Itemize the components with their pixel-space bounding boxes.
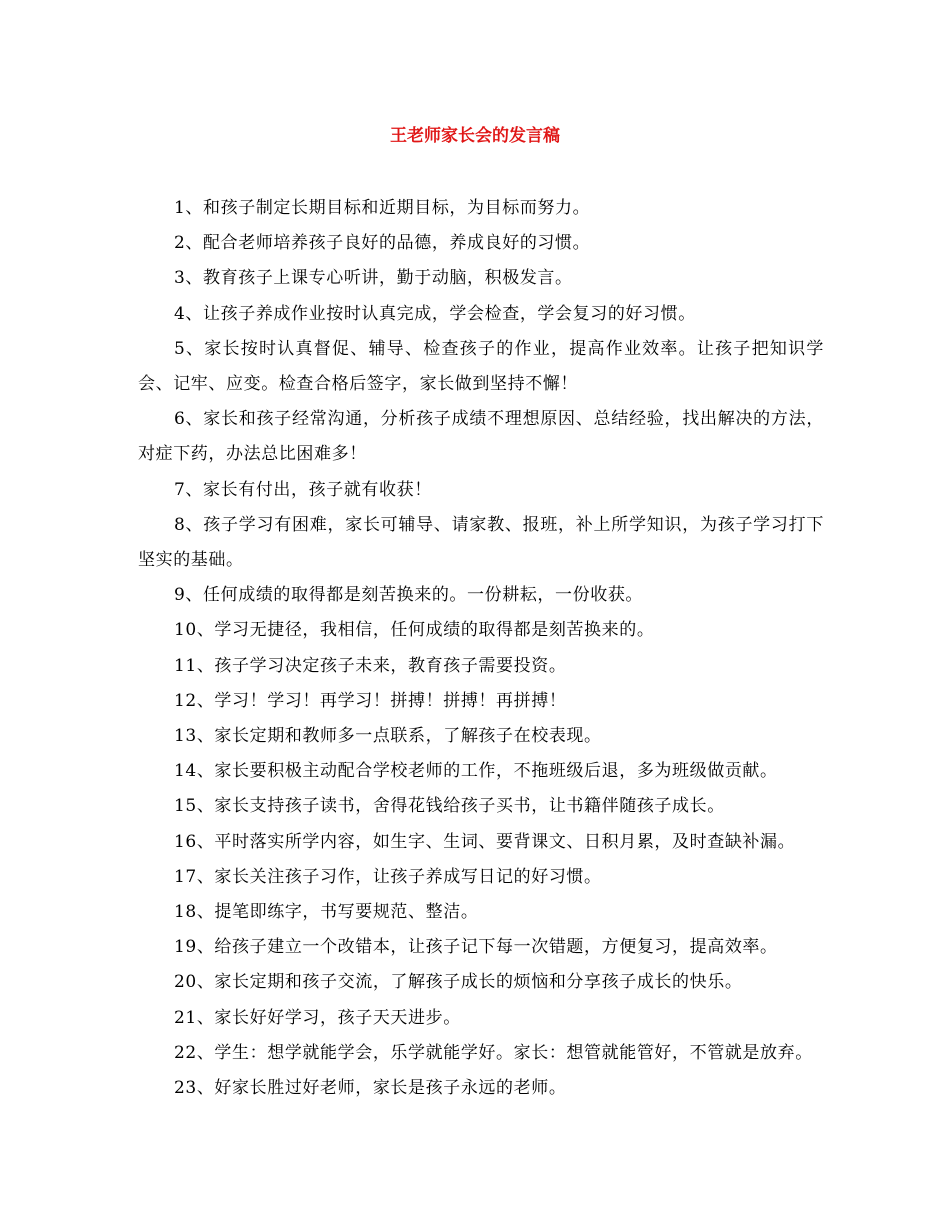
paragraph-17: 17、家长关注孩子习作，让孩子养成写日记的好习惯。 [174,866,602,887]
paragraph-23: 23、好家长胜过好老师，家长是孩子永远的老师。 [174,1078,567,1099]
paragraph-6: 6、家长和孩子经常沟通，分析孩子成绩不理想原因、总结经验，找出解决的方法，对症下药，办法总比困难多！ [138,409,824,465]
paragraph-16: 16、平时落实所学内容，如生字、生词、要背课文、日积月累，及时查缺补漏。 [174,831,796,852]
page-title: 王老师家长会的发言稿 [390,126,560,146]
paragraph-1: 1、和孩子制定长期目标和近期目标，为目标而努力。 [174,198,591,218]
paragraph-19: 19、给孩子建立一个改错本，让孩子记下每一次错题，方便复习，提高效率。 [174,937,778,958]
paragraph-4: 4、让孩子养成作业按时认真完成，学会检查，学会复习的好习惯。 [174,303,696,324]
paragraph-14: 14、家长要积极主动配合学校老师的工作，不拖班级后退，多为班级做贡献。 [174,761,778,782]
paragraph-13: 13、家长定期和教师多一点联系，了解孩子在校表现。 [174,726,602,747]
paragraph-10: 10、学习无捷径，我相信，任何成绩的取得都是刻苦换来的。 [174,620,655,641]
paragraph-15: 15、家长支持孩子读书，舍得花钱给孩子买书，让书籍伴随孩子成长。 [174,796,725,817]
paragraph-22: 22、学生：想学就能学会，乐学就能学好。家长：想管就能管好，不管就是放弃。 [174,1042,813,1063]
paragraph-21: 21、家长好好学习，孩子天天进步。 [174,1007,461,1028]
paragraph-18: 18、提笔即练字，书写要规范、整洁。 [174,902,479,923]
paragraph-5: 5、家长按时认真督促、辅导、检查孩子的作业，提高作业效率。让孩子把知识学会、记牢、应变。检查合格后签字，家长做到坚持不懈！ [138,338,824,395]
paragraph-20: 20、家长定期和孩子交流，了解孩子成长的烦恼和分享孩子成长的快乐。 [174,972,743,993]
paragraph-2: 2、配合老师培养孩子良好的品德，养成良好的习惯。 [174,233,591,254]
document-body [138,191,824,1106]
paragraph-12: 12、学习！学习！再学习！拼搏！拼搏！再拼搏！ [174,690,567,711]
paragraph-7: 7、家长有付出，孩子就有收获！ [174,479,432,500]
paragraph-9: 9、任何成绩的取得都是刻苦换来的。一份耕耘，一份收获。 [174,585,644,606]
paragraph-3: 3、教育孩子上课专心听讲，勤于动脑，积极发言。 [174,268,573,289]
paragraph-11: 11、孩子学习决定孩子未来，教育孩子需要投资。 [174,655,567,676]
paragraph-8: 8、孩子学习有困难，家长可辅导、请家教、报班，补上所学知识，为孩子学习打下坚实的基础。 [138,514,824,571]
